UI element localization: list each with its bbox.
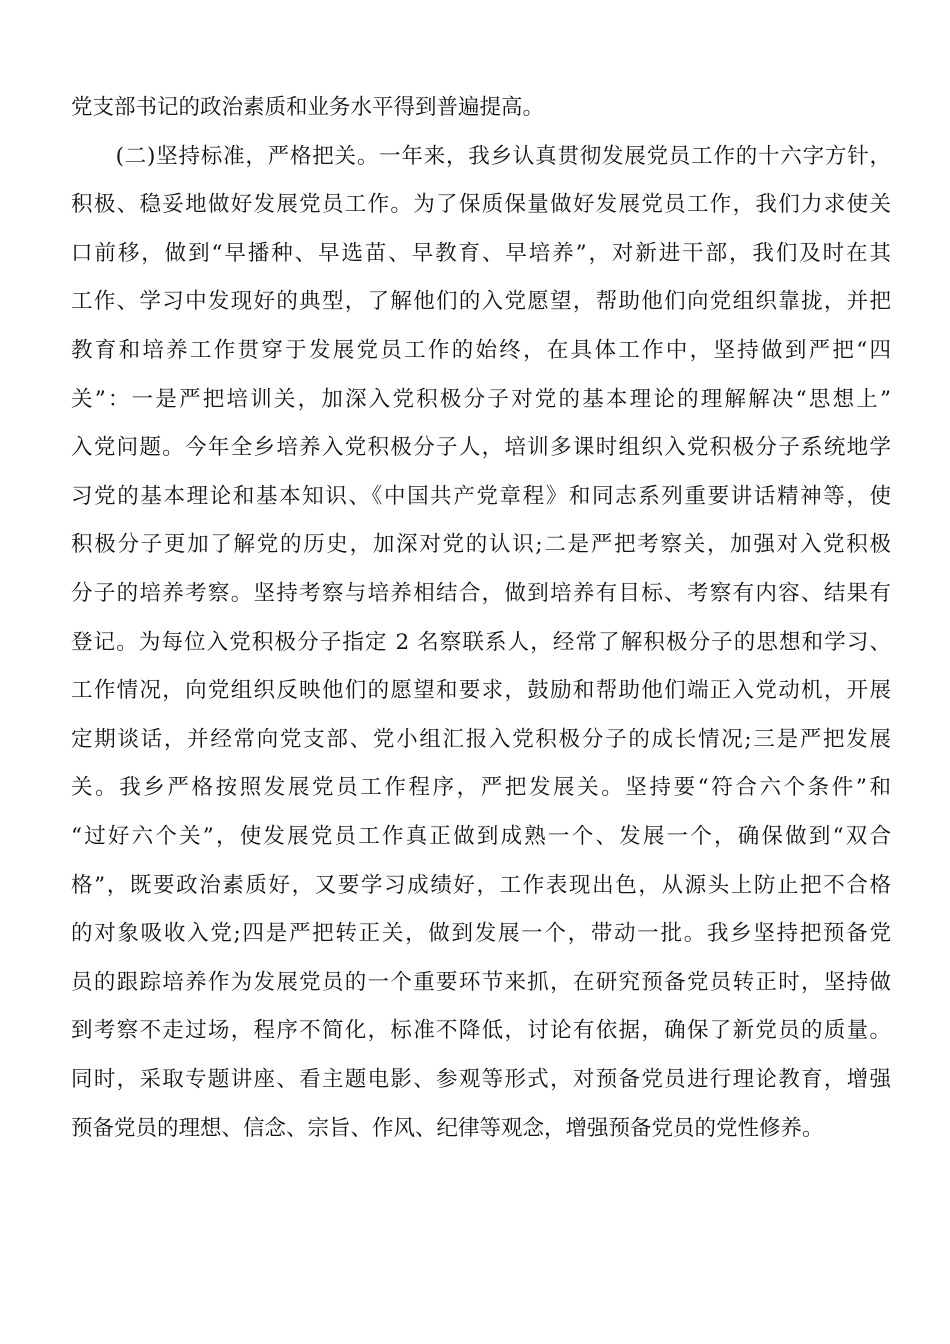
text-line: 预备党员的理想、信念、宗旨、作风、纪律等观念，增强预备党员的党性修养。 bbox=[71, 1115, 824, 1141]
text-line: 同时，采取专题讲座、看主题电影、参观等形式，对预备党员进行理论教育，增强 bbox=[71, 1067, 891, 1092]
text-line: (二)坚持标准，严格把关。一年来，我乡认真贯彻发展党员工作的十六字方针， bbox=[71, 143, 891, 169]
text-line: 的对象吸收入党;四是严把转正关，做到发展一个，带动一批。我乡坚持把预备党 bbox=[71, 921, 891, 947]
text-line: 积极分子更加了解党的历史，加深对党的认识;二是严把考察关，加强对入党积极 bbox=[71, 532, 891, 558]
text-line: 积极、稳妥地做好发展党员工作。为了保质保量做好发展党员工作，我们力求使关 bbox=[71, 192, 891, 218]
text-line: “过好六个关”，使发展党员工作真正做到成熟一个、发展一个，确保做到“双合 bbox=[71, 824, 891, 849]
text-line: 教育和培养工作贯穿于发展党员工作的始终，在具体工作中，坚持做到严把“四 bbox=[71, 338, 891, 363]
text-line: 分子的培养考察。坚持考察与培养相结合，做到培养有目标、考察有内容、结果有 bbox=[71, 581, 891, 606]
text-line: 工作情况，向党组织反映他们的愿望和要求，鼓励和帮助他们端正入党动机，开展 bbox=[71, 678, 891, 704]
text-line: 口前移，做到“早播种、早选苗、早教育、早培养”，对新进干部，我们及时在其 bbox=[71, 240, 891, 266]
text-line: 到考察不走过场，程序不简化，标准不降低，讨论有依据，确保了新党员的质量。 bbox=[71, 1018, 891, 1044]
text-line: 员的跟踪培养作为发展党员的一个重要环节来抓，在研究预备党员转正时，坚持做 bbox=[71, 969, 891, 995]
text-line: 关”：一是严把培训关，加深入党积极分子对党的基本理论的理解解决“思想上” bbox=[71, 386, 891, 412]
text-line: 格”，既要政治素质好，又要学习成绩好，工作表现出色，从源头上防止把不合格 bbox=[71, 872, 891, 898]
text-line: 工作、学习中发现好的典型，了解他们的入党愿望，帮助他们向党组织靠拢，并把 bbox=[71, 289, 891, 315]
text-line: 习党的基本理论和基本知识、《中国共产党章程》和同志系列重要讲话精神等，使 bbox=[71, 483, 891, 509]
text-line: 关。我乡严格按照发展党员工作程序，严把发展关。坚持要“符合六个条件”和 bbox=[71, 775, 891, 801]
text-line: 登记。为每位入党积极分子指定 2 名察联系人，经常了解积极分子的思想和学习、 bbox=[71, 629, 891, 655]
text-line: 党支部书记的政治素质和业务水平得到普遍提高。 bbox=[71, 95, 545, 120]
text-line: 入党问题。今年全乡培养入党积极分子人，培训多课时组织入党积极分子系统地学 bbox=[71, 435, 891, 461]
text-line: 定期谈话，并经常向党支部、党小组汇报入党积极分子的成长情况;三是严把发展 bbox=[71, 726, 891, 752]
